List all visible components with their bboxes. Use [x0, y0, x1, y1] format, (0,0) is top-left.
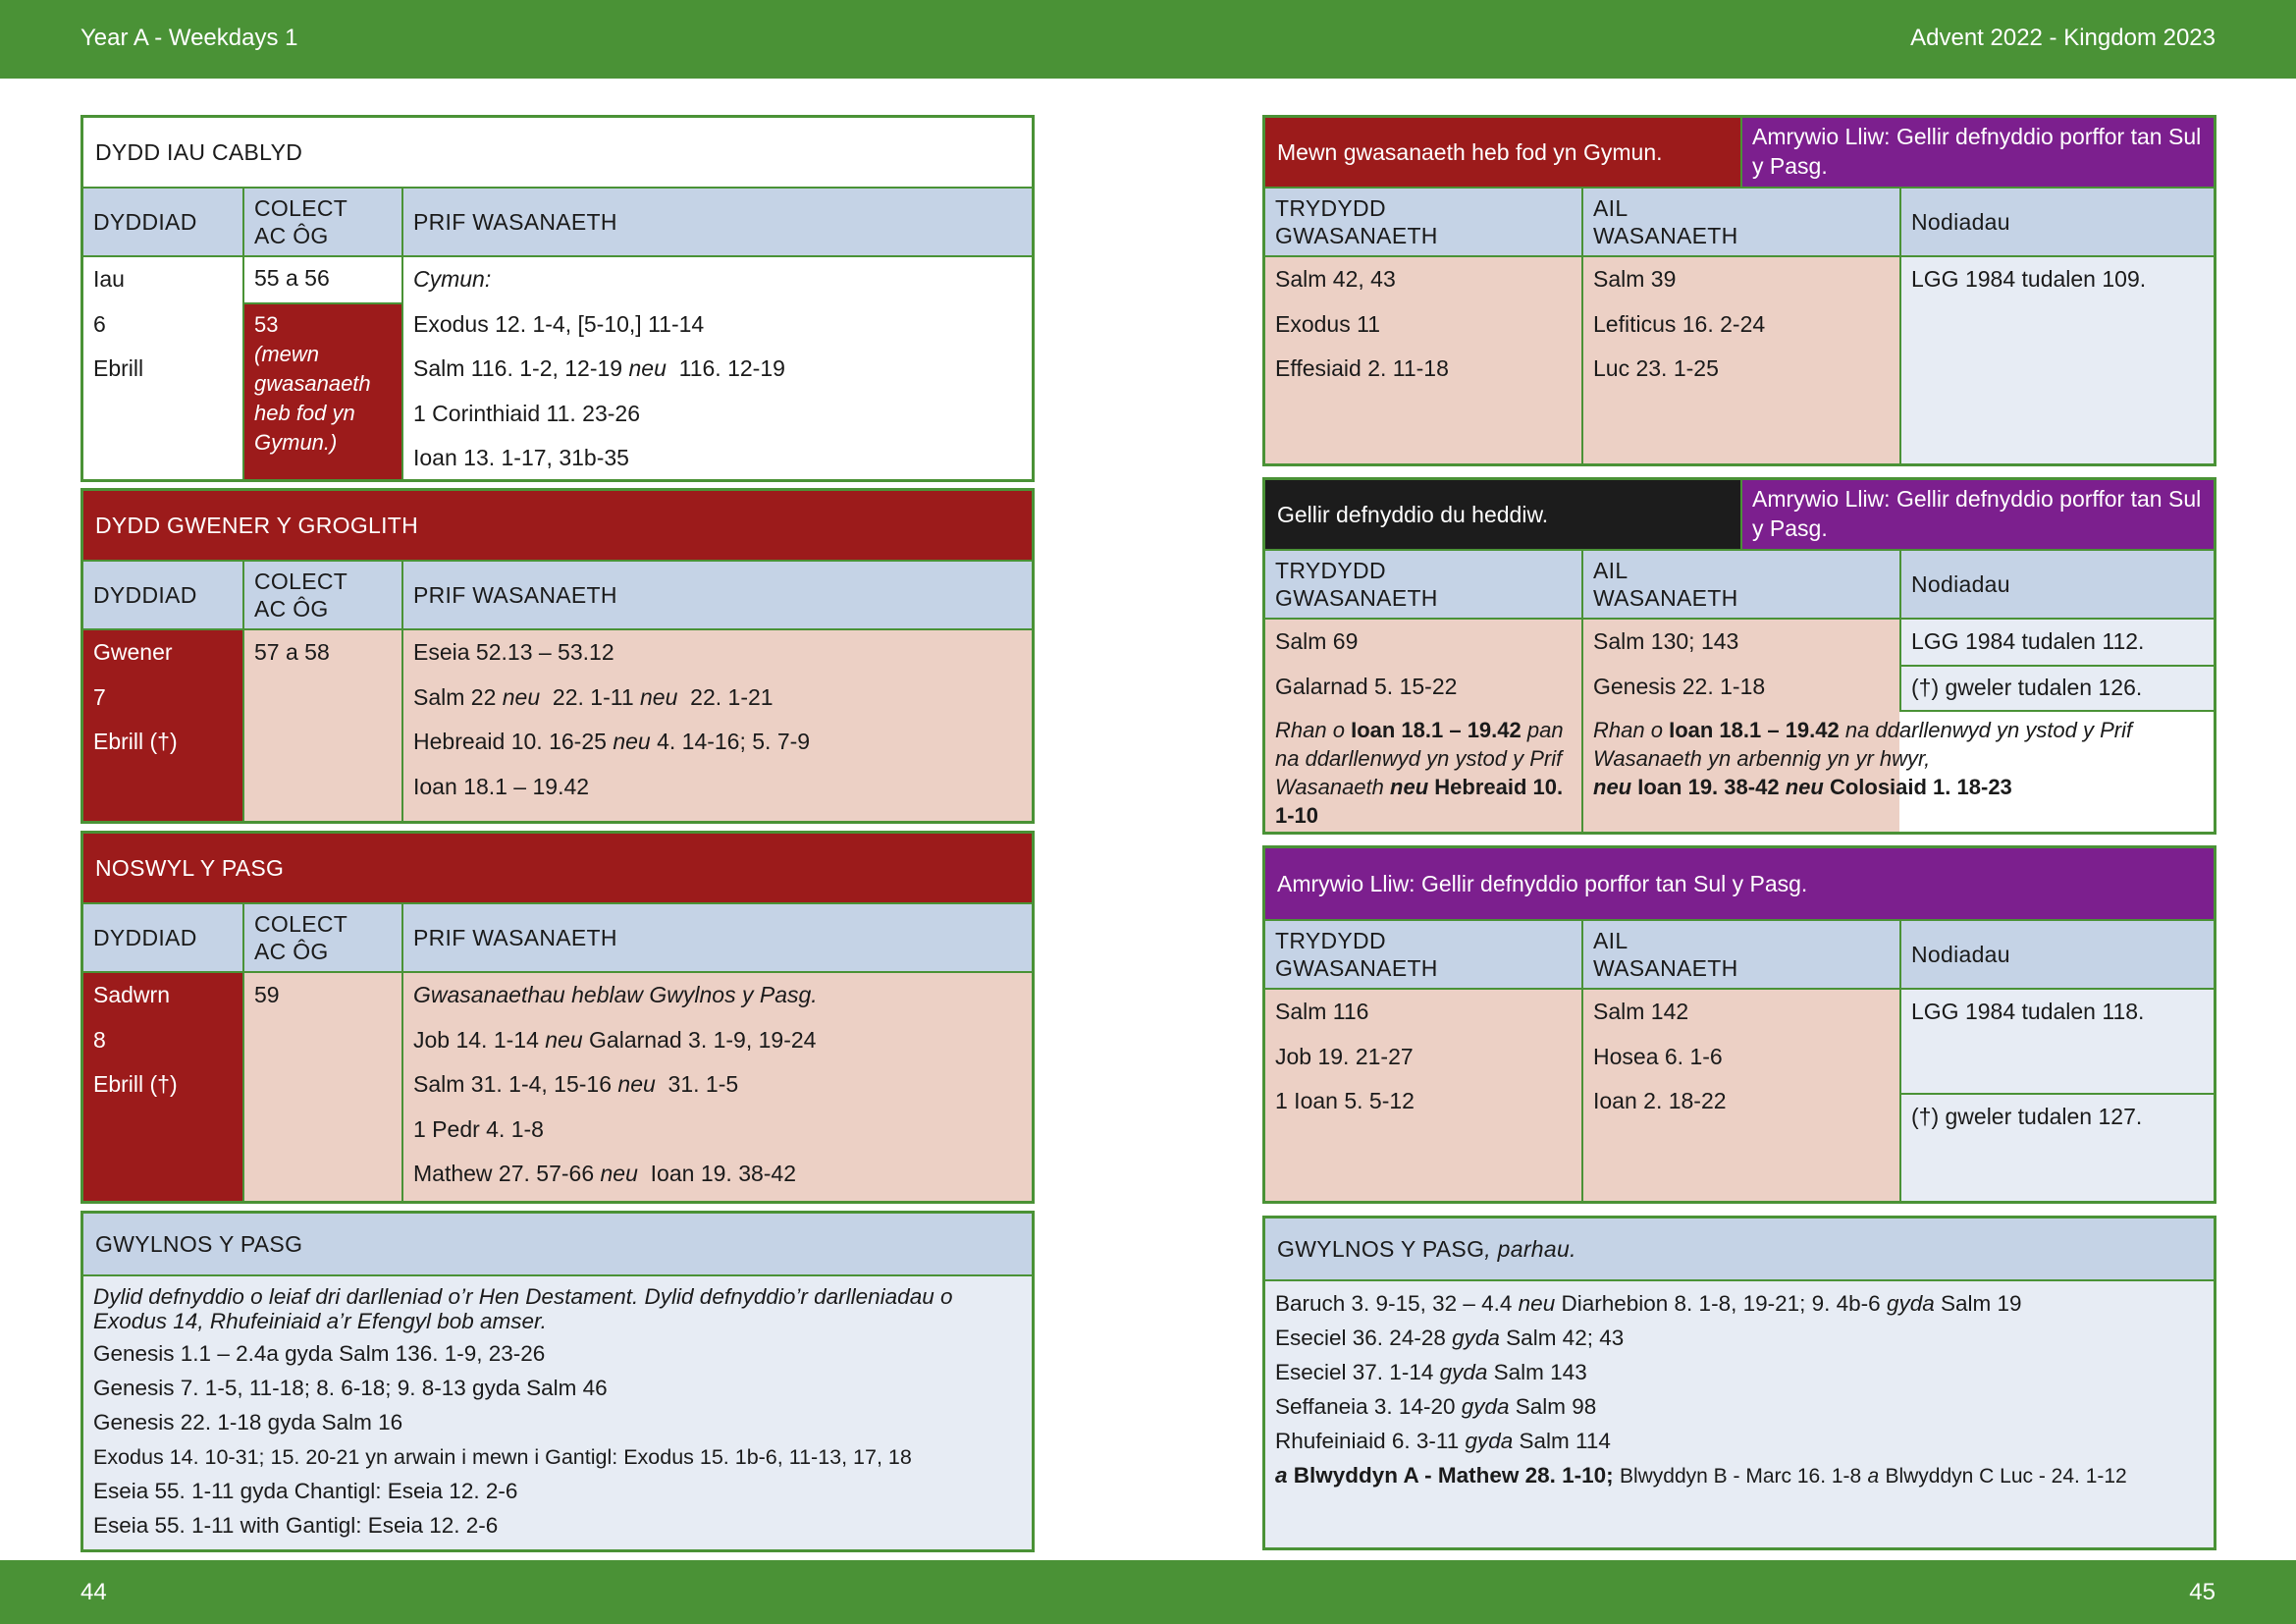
third-service-readings: Salm 116 Job 19. 21-27 1 Ioan 5. 5-12 [1265, 990, 1581, 1201]
note-2: (†) gweler tudalen 126. [1901, 667, 2214, 710]
third-service-extra: Rhan o Ioan 18.1 – 19.42 pan na ddarllenwyd yn ystod y Prif Wasanaeth neu Hebreaid 10. 1-10 [1275, 718, 1564, 828]
page-number-left: 44 [80, 1579, 107, 1605]
thursday-date: Iau 6 Ebrill [93, 266, 144, 381]
second-service-header: AIL WASANAETH [1583, 189, 1899, 255]
colour-note: Amrywio Lliw: Gellir defnyddio porffor tan Sul y Pasg. [1742, 118, 2214, 187]
second-service-readings: Salm 142 Hosea 6. 1-6 Ioan 2. 18-22 [1583, 990, 1899, 1201]
friday-title: DYDD GWENER Y GROGLITH [83, 491, 1032, 560]
date-header: DYDDIAD [83, 904, 242, 971]
notes-header: Nodiadau [1901, 921, 2214, 988]
saturday-collect: 59 [244, 973, 401, 1201]
colour-note: Amrywio Lliw: Gellir defnyddio porffor tan Sul y Pasg. [1265, 848, 2214, 919]
vigil-title: GWYLNOS Y PASG [83, 1214, 1032, 1274]
notes-cell: LGG 1984 tudalen 109. [1901, 257, 2214, 463]
header-left: Year A - Weekdays 1 [80, 25, 298, 51]
third-service-header: TRYDYDD GWASANAETH [1265, 551, 1581, 618]
date-header: DYDDIAD [83, 189, 242, 255]
second-service-readings: Salm 39 Lefiticus 16. 2-24 Luc 23. 1-25 [1583, 257, 1899, 463]
colour-note: Amrywio Lliw: Gellir defnyddio porffor tan Sul y Pasg. [1742, 480, 2214, 549]
vigil-continued-readings: Baruch 3. 9-15, 32 – 4.4 neu Diarhebion 8. 1-8, 19-21; 9. 4b-6 gyda Salm 19 Eseciel 36. 24-28 gyda Salm 42; 43 Eseciel 37. 1-14 gyda Salm 143 Seffaneia 3. 14-20 gyda Salm 98 Rhufeiniaid 6. 3-11 gyda Salm 114 a Blwyddyn A - Mathew 28. 1-10; Blwyddyn B - Marc 16. 1-8 a Blwyddyn C Luc - 24. 1-12 [1265, 1281, 2214, 1547]
main-service-header: PRIF WASANAETH [403, 904, 1032, 971]
header-right: Advent 2022 - Kingdom 2023 [1910, 25, 2216, 51]
second-service-header: AIL WASANAETH [1583, 921, 1899, 988]
bottom-bar [0, 1560, 2296, 1624]
friday-collect: 57 a 58 [244, 630, 401, 821]
thursday-title: DYDD IAU CABLYD [83, 118, 1032, 187]
saturday-table [80, 831, 1035, 1204]
friday-table [80, 488, 1035, 824]
vigil-readings: Dylid defnyddio o leiaf dri darlleniad o’r Hen Destament. Dylid defnyddio’r darlleniadau o Exodus 14, Rhufeiniaid a’r Efengyl bob amser. Genesis 1.1 – 2.4a gyda Salm 136. 1-9, 23-26 Genesis 7. 1-5, 11-18; 8. 6-18; 9. 8-13 gyda Salm 46 Genesis 22. 1-18 gyda Salm 16 Exodus 14. 10-31; 15. 20-21 yn arwain i mewn i Gantigl: Exodus 15. 1b-6, 11-13, 17, 18 Eseia 55. 1-11 gyda Chantigl: Eseia 12. 2-6 Eseia 55. 1-11 with Gantigl: Eseia 12. 2-6 [83, 1276, 1032, 1549]
vigil-continued [1262, 1216, 2216, 1550]
note-2: (†) gweler tudalen 127. [1901, 1095, 2214, 1201]
vigil-continued-title: GWYLNOS Y PASG , parhau. [1265, 1218, 2214, 1279]
thursday-other-services [1262, 115, 2216, 466]
second-service-header: AIL WASANAETH [1583, 551, 1899, 618]
collect-header: COLECT AC ÔG [244, 189, 401, 255]
black-note: Gellir defnyddio du heddiw. [1265, 480, 1740, 549]
second-service-readings: Salm 130; 143 Genesis 22. 1-18 [1593, 628, 1766, 699]
gospel-line: a Blwyddyn A - Mathew 28. 1-10; Blwyddyn B - Marc 16. 1-8 a Blwyddyn C Luc - 24. 1-12 [1275, 1463, 2127, 1488]
friday-date: Gwener 7 Ebrill (†) [83, 630, 242, 821]
thursday-readings: Cymun: Exodus 12. 1-4, [5-10,] 11-14 Salm 116. 1-2, 12-19 neu 116. 12-19 1 Corinthiaid 11. 23-26 Ioan 13. 1-17, 31b-35 [413, 266, 785, 470]
saturday-title: NOSWYL Y PASG [83, 834, 1032, 902]
note-1: LGG 1984 tudalen 118. [1901, 990, 2214, 1093]
eucharist-note: Mewn gwasanaeth heb fod yn Gymun. [1265, 118, 1740, 187]
third-service-header: TRYDYDD GWASANAETH [1265, 921, 1581, 988]
thursday-collect-alt: 53 (mewn gwasanaeth heb fod yn Gymun.) [244, 304, 401, 479]
thursday-collect: 55 a 56 [254, 265, 330, 291]
notes-header: Nodiadau [1901, 551, 2214, 618]
collect-header: COLECT AC ÔG [244, 904, 401, 971]
second-service-extra: Rhan o Ioan 18.1 – 19.42 na ddarllenwyd yn ystod y Prif Wasanaeth yn arbennig yn yr hwyr, neu Ioan 19. 38-42 neu Colosiaid 1. 18-23 [1593, 718, 2133, 799]
notes-header: Nodiadau [1901, 189, 2214, 255]
third-service-readings: Salm 42, 43 Exodus 11 Effesiaid 2. 11-18 [1265, 257, 1581, 463]
collect-header: COLECT AC ÔG [244, 562, 401, 628]
saturday-readings: Gwasanaethau heblaw Gwylnos y Pasg. Job 14. 1-14 neu Galarnad 3. 1-9, 19-24 Salm 31. 1-4, 15-16 neu 31. 1-5 1 Pedr 4. 1-8 Mathew 27. 57-66 neu Ioan 19. 38-42 [403, 973, 1032, 1201]
saturday-other-services [1262, 845, 2216, 1204]
date-header: DYDDIAD [83, 562, 242, 628]
note-1: LGG 1984 tudalen 112. [1901, 620, 2214, 665]
third-service-header: TRYDYDD GWASANAETH [1265, 189, 1581, 255]
main-service-header: PRIF WASANAETH [403, 562, 1032, 628]
third-service-readings: Salm 69 Galarnad 5. 15-22 [1275, 628, 1458, 699]
main-service-header: PRIF WASANAETH [403, 189, 1032, 255]
friday-other-services [1262, 477, 2216, 835]
page-number-right: 45 [2189, 1579, 2216, 1605]
top-bar [0, 0, 2296, 79]
thursday-table [80, 115, 1035, 482]
vigil-table [80, 1211, 1035, 1552]
saturday-date: Sadwrn 8 Ebrill (†) [83, 973, 242, 1201]
friday-readings: Eseia 52.13 – 53.12 Salm 22 neu 22. 1-11 neu 22. 1-21 Hebreaid 10. 16-25 neu 4. 14-16; 5. 7-9 Ioan 18.1 – 19.42 [403, 630, 1032, 821]
vigil-intro: Dylid defnyddio o leiaf dri darlleniad o’r Hen Destament. Dylid defnyddio’r darlleniadau o Exodus 14, Rhufeiniaid a’r Efengyl bob amser. [93, 1284, 953, 1333]
